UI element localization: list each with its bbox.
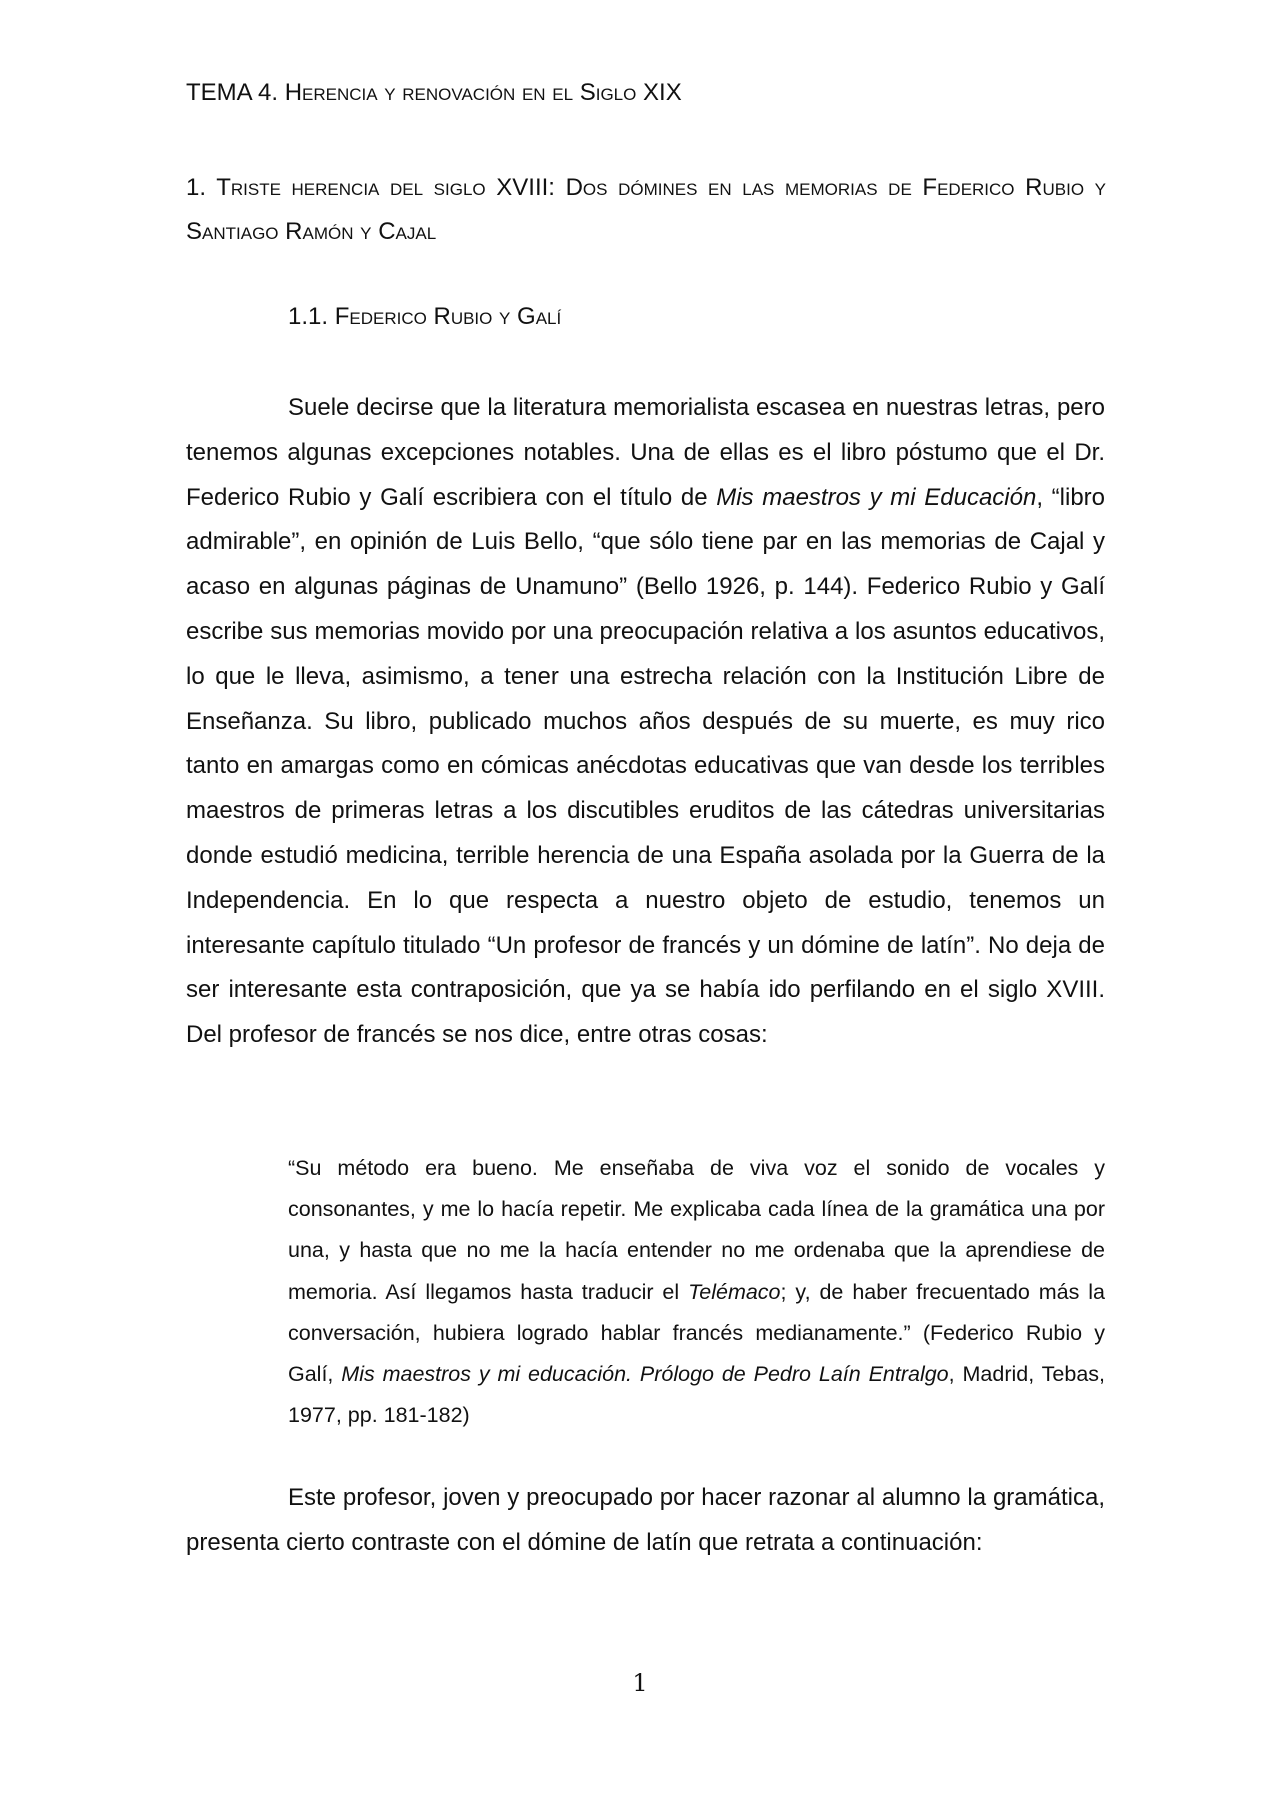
- book-title-italic: Mis maestros y mi Educación: [716, 483, 1037, 511]
- page-number: 1: [632, 1669, 648, 1697]
- quote-italic-telemaco: Telémaco: [688, 1279, 781, 1304]
- chapter-header: TEMA 4. Herencia y renovación en el Siglo XIX: [186, 79, 682, 106]
- paragraph-1-text-b: , “libro admirable”, en opinión de Luis Bello, “que sólo tiene par en las memorias de Cajal y acaso en algunas páginas de Unamuno” (Bello 1926, p. 144). Federico Rubio y Galí escribe sus memorias movido por una preocupación relativa a los asuntos educativos, lo que le lleva, asimismo, a tener una estrecha relación con la Institución Libre de Enseñanza. Su libro, publicado muchos años después de su muerte, es muy rico tanto en amargas como en cómicas anécdotas educativas que van desde los terribles maestros de primeras letras a los discutibles eruditos de las cátedras universitarias donde estudió medicina, terrible herencia de una España asolada por la Guerra de la Independencia. En lo que respecta a nuestro objeto de estudio, tenemos un interesante capítulo titulado “Un profesor de francés y un dómine de latín”. No deja de ser interesante esta contraposición, que ya se había ido perfilando en el siglo XVIII. Del profesor de francés se nos dice, entre otras cosas:: [186, 483, 1106, 1049]
- quote-italic-source-title: Mis maestros y mi educación. Prólogo de Pedro Laín Entralgo: [341, 1362, 949, 1387]
- subsection-title: 1.1. Federico Rubio y Galí: [288, 303, 562, 330]
- quote-text-a: “Su método era bueno. Me enseñaba de viva voz el sonido de vocales y consonantes, y me lo hacía repetir. Me explicaba cada línea de la gramática una por una, y hasta que no me la hacía entender no me ordenaba que la aprendiese de memoria. Así llegamos hasta traducir el: [288, 1156, 1105, 1304]
- block-quote: [288, 1148, 1105, 1436]
- section-title: 1. Triste herencia del siglo XVIII: Dos dómines en las memorias de Federico Rubio y Santiago Ramón y Cajal: [186, 174, 1106, 245]
- body-paragraph-2: Este profesor, joven y preocupado por hacer razonar al alumno la gramática, presenta cierto contraste con el dómine de latín que retrata a continuación:: [186, 1484, 1105, 1556]
- paragraph-1-text-a: Suele decirse que la literatura memorialista escasea en nuestras letras, pero tenemos algunas excepciones notables. Una de ellas es el libro póstumo que el Dr. Federico Rubio y Galí escribiera con el título de: [186, 394, 1105, 511]
- body-paragraph-1: [186, 386, 1105, 1058]
- quote-text-b: ; y, de haber frecuentado más la conversación, hubiera logrado hablar francés medianamente.” (Federico Rubio y Galí,: [288, 1279, 1105, 1387]
- quote-text-c: , Madrid, Tebas, 1977, pp. 181-182): [288, 1362, 1106, 1428]
